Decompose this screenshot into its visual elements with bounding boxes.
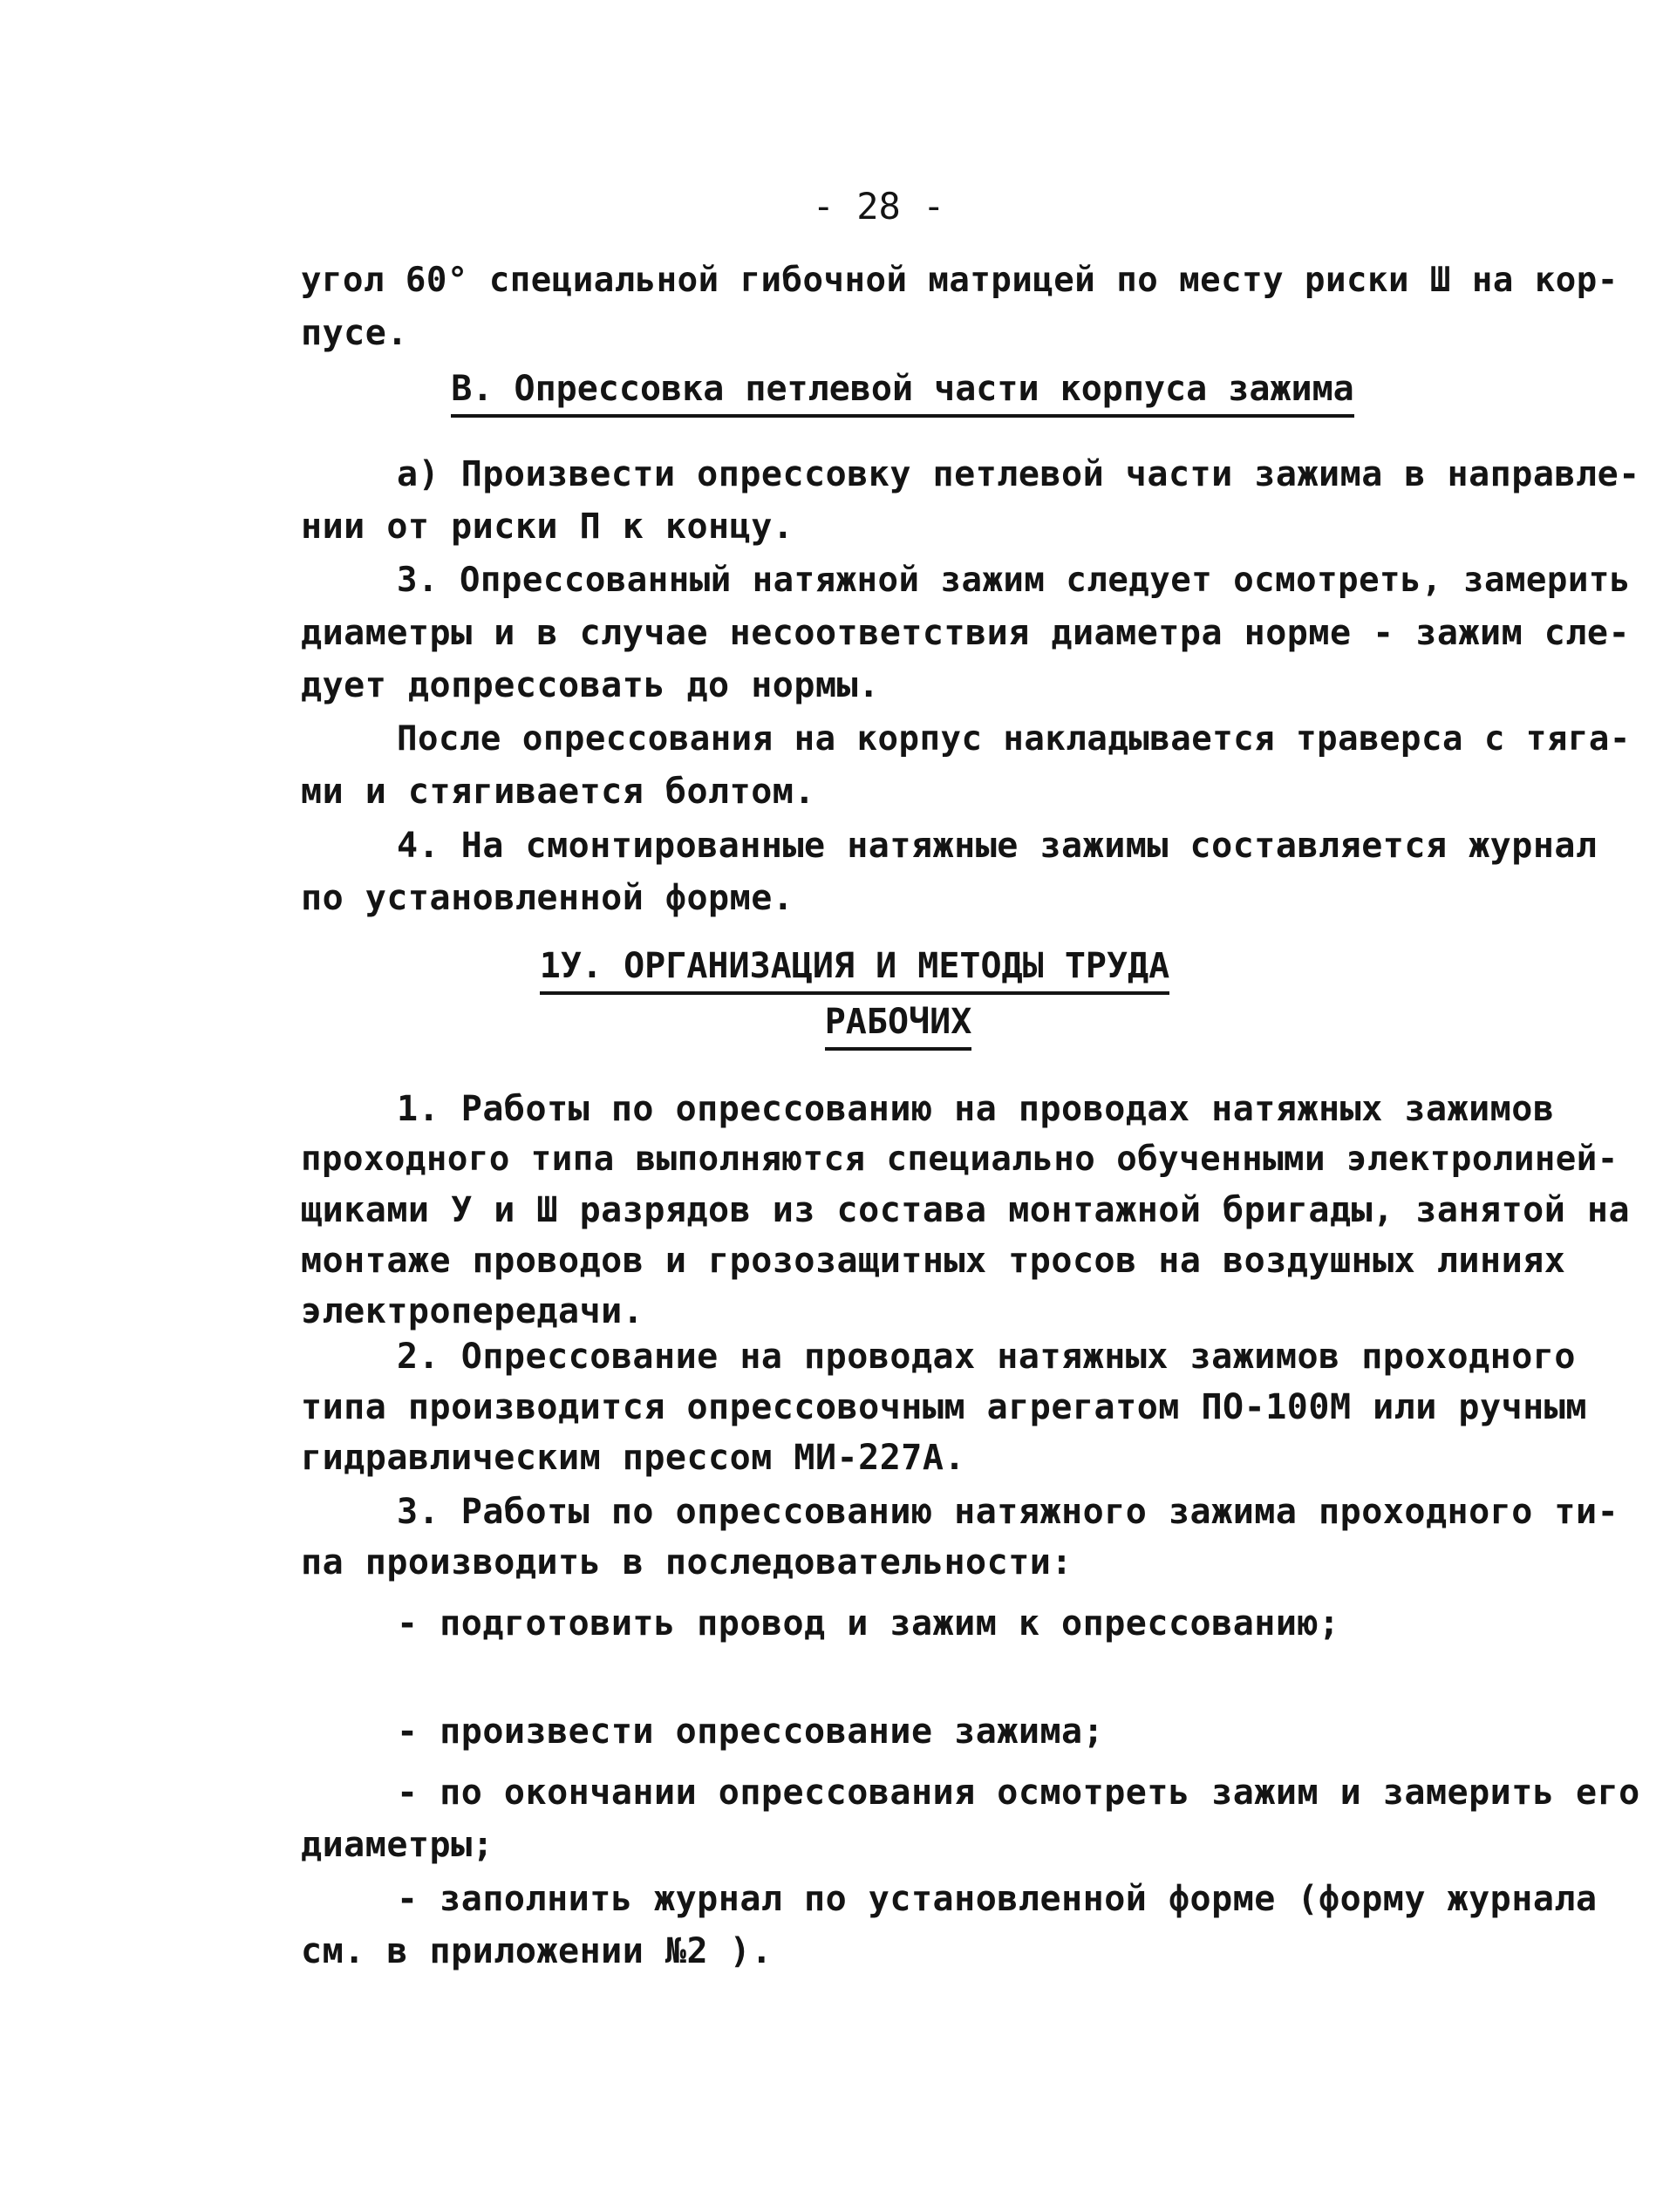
para-3-line-2: диаметры и в случае несоответствия диаметра норме - зажим сле-: [301, 613, 1631, 653]
para-3-line-3: дует допрессовать до нормы.: [301, 665, 880, 705]
section-iv-heading-line-2: РАБОЧИХ: [825, 1002, 972, 1051]
para-after-line-2: ми и стягивается болтом.: [301, 772, 815, 812]
iv-para-1-line-1: 1. Работы по опрессованию на проводах натяжных зажимов: [397, 1089, 1555, 1129]
iv-para-2-line-3: гидравлическим прессом МИ-227А.: [301, 1438, 966, 1478]
para-4-line-1: 4. На смонтированные натяжные зажимы составляется журнал: [397, 826, 1598, 866]
section-v-heading: [0, 366, 1663, 412]
iv-para-3-line-2: па производить в последовательности:: [301, 1542, 1073, 1582]
iv-para-1-line-4: монтаже проводов и грозозащитных тросов на воздушных линиях: [301, 1241, 1566, 1281]
para-3-line-1: 3. Опрессованный натяжной зажим следует осмотреть, замерить: [397, 561, 1631, 600]
section-iv-heading: [0, 943, 1663, 989]
iv-para-3-line-1: 3. Работы по опрессованию натяжного зажима проходного ти-: [397, 1492, 1619, 1532]
para-4-line-2: по установленной форме.: [301, 878, 794, 918]
intro-line-2: пусе.: [301, 313, 408, 353]
list-item: - заполнить журнал по установленной форме (форму журнала: [397, 1879, 1598, 1919]
section-iv-subheading: [0, 999, 1663, 1045]
para-a-line-1: а) Произвести опрессовку петлевой части зажима в направле-: [397, 454, 1640, 494]
list-item: - подготовить провод и зажим к опрессованию;: [397, 1603, 1340, 1644]
para-a-line-2: нии от риски П к концу.: [301, 507, 794, 547]
section-iv-heading-line-1: 1У. ОРГАНИЗАЦИЯ И МЕТОДЫ ТРУДА: [540, 946, 1169, 995]
iv-para-2-line-2: типа производится опрессовочным агрегатом ПО-100М или ручным: [301, 1387, 1587, 1427]
list-item: - произвести опрессование зажима;: [397, 1712, 1105, 1752]
iv-para-1-line-5: электропередачи.: [301, 1291, 644, 1331]
intro-line-1: угол 60° специальной гибочной матрицей по месту риски Ш на кор-: [301, 261, 1619, 300]
iv-para-1-line-3: щиками У и Ш разрядов из состава монтажной бригады, занятой на: [301, 1190, 1631, 1230]
iv-para-2-line-1: 2. Опрессование на проводах натяжных зажимов проходного: [397, 1337, 1577, 1377]
list-item: - по окончании опрессования осмотреть зажим и замерить его: [397, 1773, 1640, 1813]
page-number: - 28 -: [812, 185, 945, 228]
section-v-heading-text: В. Опрессовка петлевой части корпуса зажима: [451, 369, 1354, 418]
para-after-line-1: После опрессования на корпус накладывается траверса с тяга-: [397, 719, 1631, 759]
list-item: см. в приложении №2 ).: [301, 1931, 773, 1971]
iv-para-1-line-2: проходного типа выполняются специально обученными электролиней-: [301, 1140, 1619, 1179]
list-item: диаметры;: [301, 1825, 494, 1865]
